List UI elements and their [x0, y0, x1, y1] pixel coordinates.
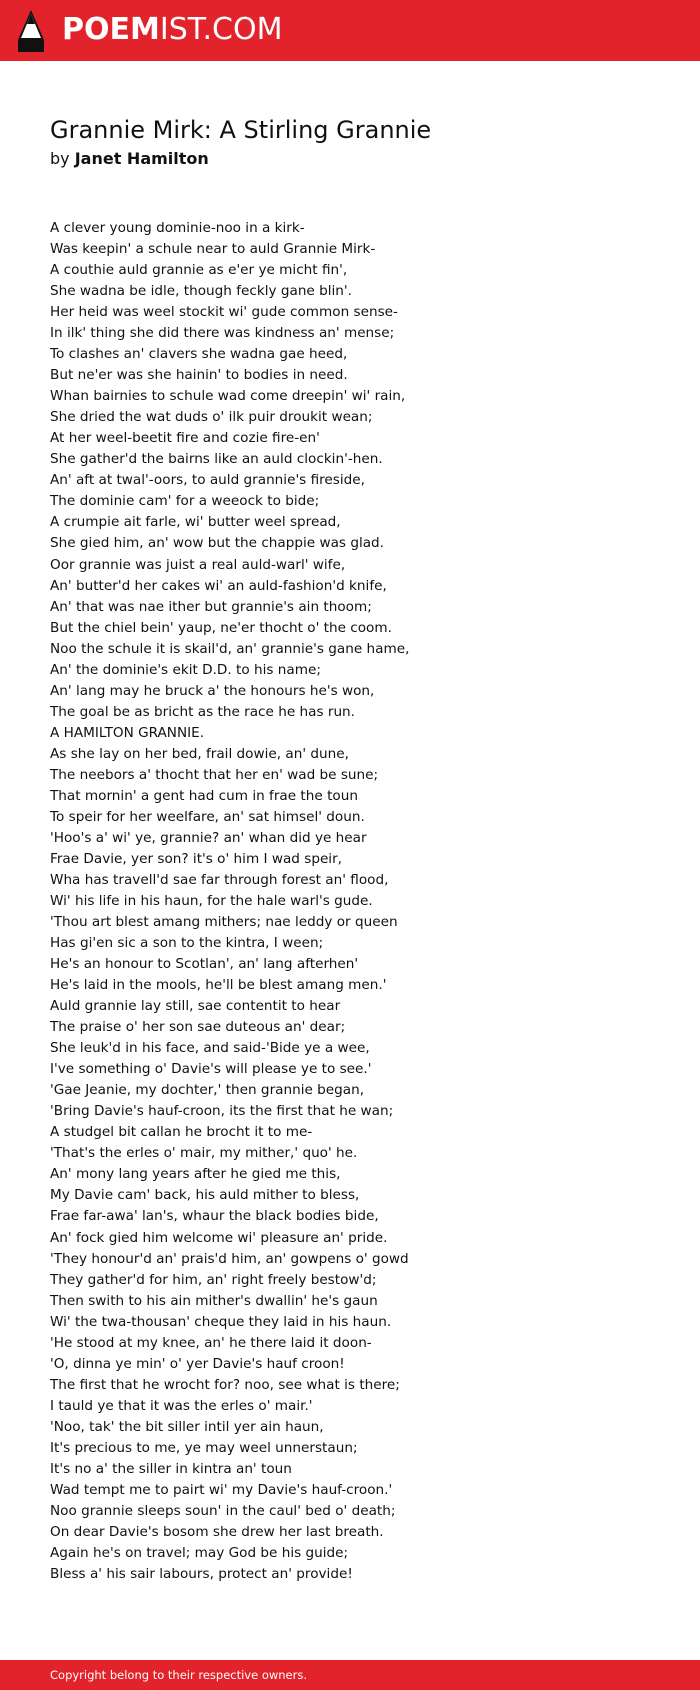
pencil-tip-icon[interactable] — [18, 10, 44, 52]
poem-line: I tauld ye that it was the erles o' mair.' — [50, 1397, 313, 1414]
poem-line: But ne'er was she hainin' to bodies in need. — [50, 367, 348, 384]
poem-line: The goal be as bricht as the race he has run. — [50, 703, 355, 720]
poem-line: He's an honour to Scotlan', an' lang afterhen' — [50, 956, 359, 973]
copyright-notice: Copyright belong to their respective owners. — [50, 1668, 308, 1682]
poem-line: Frae Davie, yer son? it's o' him I wad speir, — [50, 850, 342, 867]
poem-line: Was keepin' a schule near to auld Grannie Mirk- — [50, 241, 376, 258]
poem-line: Noo the schule it is skail'd, an' grannie's gane hame, — [50, 640, 410, 657]
poem-line: An' that was nae ither but grannie's ain thoom; — [50, 598, 372, 615]
poem-line: To speir for her weelfare, an' sat himsel' doun. — [50, 808, 365, 825]
poem-line: She wadna be idle, though feckly gane blin'. — [50, 283, 352, 300]
poem-line: My Davie cam' back, his auld mither to bless, — [50, 1187, 360, 1204]
poem-line: An' mony lang years after he gied me this, — [50, 1166, 341, 1183]
poem-line: On dear Davie's bosom she drew her last breath. — [50, 1523, 384, 1540]
poem-line: 'Hoo's a' wi' ye, grannie? an' whan did ye hear — [50, 829, 367, 846]
poem-line: 'Bring Davie's hauf-croon, its the first that he wan; — [50, 1103, 394, 1120]
poem-line: Noo grannie sleeps soun' in the caul' bed o' death; — [50, 1502, 396, 1519]
poem-line: 'They honour'd an' prais'd him, an' gowpens o' gowd — [50, 1250, 409, 1267]
poem-line: He's laid in the mools, he'll be blest amang men.' — [50, 977, 387, 994]
poem-line: Again he's on travel; may God be his guide; — [50, 1544, 349, 1561]
poem-line: The dominie cam' for a weeock to bide; — [50, 493, 320, 510]
poem-byline — [50, 148, 209, 170]
poem-line: I've something o' Davie's will please ye to see.' — [50, 1061, 372, 1078]
site-brand[interactable] — [62, 12, 282, 48]
poem-line: She leuk'd in his face, and said-'Bide ye a wee, — [50, 1040, 370, 1057]
poem-line: As she lay on her bed, frail dowie, an' dune, — [50, 745, 349, 762]
poem-line: Wi' his life in his haun, for the hale warl's gude. — [50, 893, 373, 909]
poem-line: She gied him, an' wow but the chappie was glad. — [50, 535, 385, 552]
poem-line: Wha has travell'd sae far through forest an' flood, — [50, 871, 389, 888]
poem-line: At her weel-beetit fire and cozie fire-en' — [50, 430, 320, 447]
poem-line: To clashes an' clavers she wadna gae heed, — [50, 346, 348, 363]
brand-light-text: IST.COM — [159, 12, 283, 47]
poem-line: A crumpie ait farle, wi' butter weel spread, — [50, 514, 341, 531]
poem-line: Has gi'en sic a son to the kintra, I ween; — [50, 935, 324, 952]
poem-line: Wad tempt me to pairt wi' my Davie's hauf-croon.' — [50, 1481, 393, 1498]
poem-line: An' fock gied him welcome wi' pleasure an' pride. — [50, 1229, 388, 1246]
poem-line: A couthie auld grannie as e'er ye micht fin', — [50, 262, 348, 279]
poem-line: A HAMILTON GRANNIE. — [50, 724, 205, 741]
poem-line: An' aft at twal'-oors, to auld grannie's fireside, — [50, 472, 365, 489]
poem-line: Whan bairnies to schule wad come dreepin' wi' rain, — [50, 388, 406, 405]
poem-line: Bless a' his sair labours, protect an' provide! — [50, 1566, 353, 1582]
site-footer — [0, 1660, 700, 1690]
poem-line: A studgel bit callan he brocht it to me- — [50, 1124, 313, 1141]
poem-line: An' the dominie's ekit D.D. to his name; — [50, 661, 321, 678]
poem-line: 'That's the erles o' mair, my mither,' quo' he. — [50, 1145, 358, 1162]
poem-line: It's no a' the siller in kintra an' toun — [50, 1460, 292, 1477]
poem-line: 'He stood at my knee, an' he there laid it doon- — [50, 1334, 372, 1351]
poem-line: An' lang may he bruck a' the honours he's won, — [50, 682, 375, 699]
poem-line: Frae far-awa' lan's, whaur the black bodies bide, — [50, 1208, 379, 1225]
brand-bold-text: POEM — [62, 12, 160, 47]
byline-prefix: by — [50, 149, 70, 168]
site-header — [0, 0, 700, 61]
poem-line: She gather'd the bairns like an auld clockin'-hen. — [50, 451, 383, 468]
poem-line: In ilk' thing she did there was kindness an' mense; — [50, 325, 395, 342]
poem-author: Janet Hamilton — [74, 149, 209, 168]
poem-line: Auld grannie lay still, sae contentit to hear — [50, 998, 341, 1015]
poem-line: It's precious to me, ye may weel unnerstaun; — [50, 1439, 358, 1456]
poem-line: Her heid was weel stockit wi' gude common sense- — [50, 304, 398, 321]
poem-line: They gather'd for him, an' right freely bestow'd; — [50, 1271, 377, 1288]
poem-line: Wi' the twa-thousan' cheque they laid in his haun. — [50, 1313, 392, 1330]
poem-line: 'O, dinna ye min' o' yer Davie's hauf croon! — [50, 1355, 345, 1372]
poem-line: The first that he wrocht for? noo, see what is there; — [50, 1376, 400, 1393]
poem-line: The praise o' her son sae duteous an' dear; — [50, 1019, 346, 1036]
poem-line: That mornin' a gent had cum in frae the toun — [50, 787, 358, 804]
poem-body — [50, 218, 409, 1585]
poem-line: A clever young dominie-noo in a kirk- — [50, 220, 305, 236]
poem-line: 'Thou art blest amang mithers; nae leddy or queen — [50, 914, 398, 931]
poem-line: Then swith to his ain mither's dwallin' he's gaun — [50, 1292, 378, 1309]
poem-line: An' butter'd her cakes wi' an auld-fashion'd knife, — [50, 577, 387, 594]
poem-line: 'Noo, tak' the bit siller intil yer ain haun, — [50, 1418, 324, 1435]
poem-title: Grannie Mirk: A Stirling Grannie — [50, 116, 432, 144]
poem-line: The neebors a' thocht that her en' wad be sune; — [50, 766, 379, 783]
poem-line: Oor grannie was juist a real auld-warl' wife, — [50, 556, 346, 573]
poem-line: She dried the wat duds o' ilk puir droukit wean; — [50, 409, 373, 426]
poem-line: But the chiel bein' yaup, ne'er thocht o' the coom. — [50, 619, 392, 636]
poem-line: 'Gae Jeanie, my dochter,' then grannie began, — [50, 1082, 365, 1099]
